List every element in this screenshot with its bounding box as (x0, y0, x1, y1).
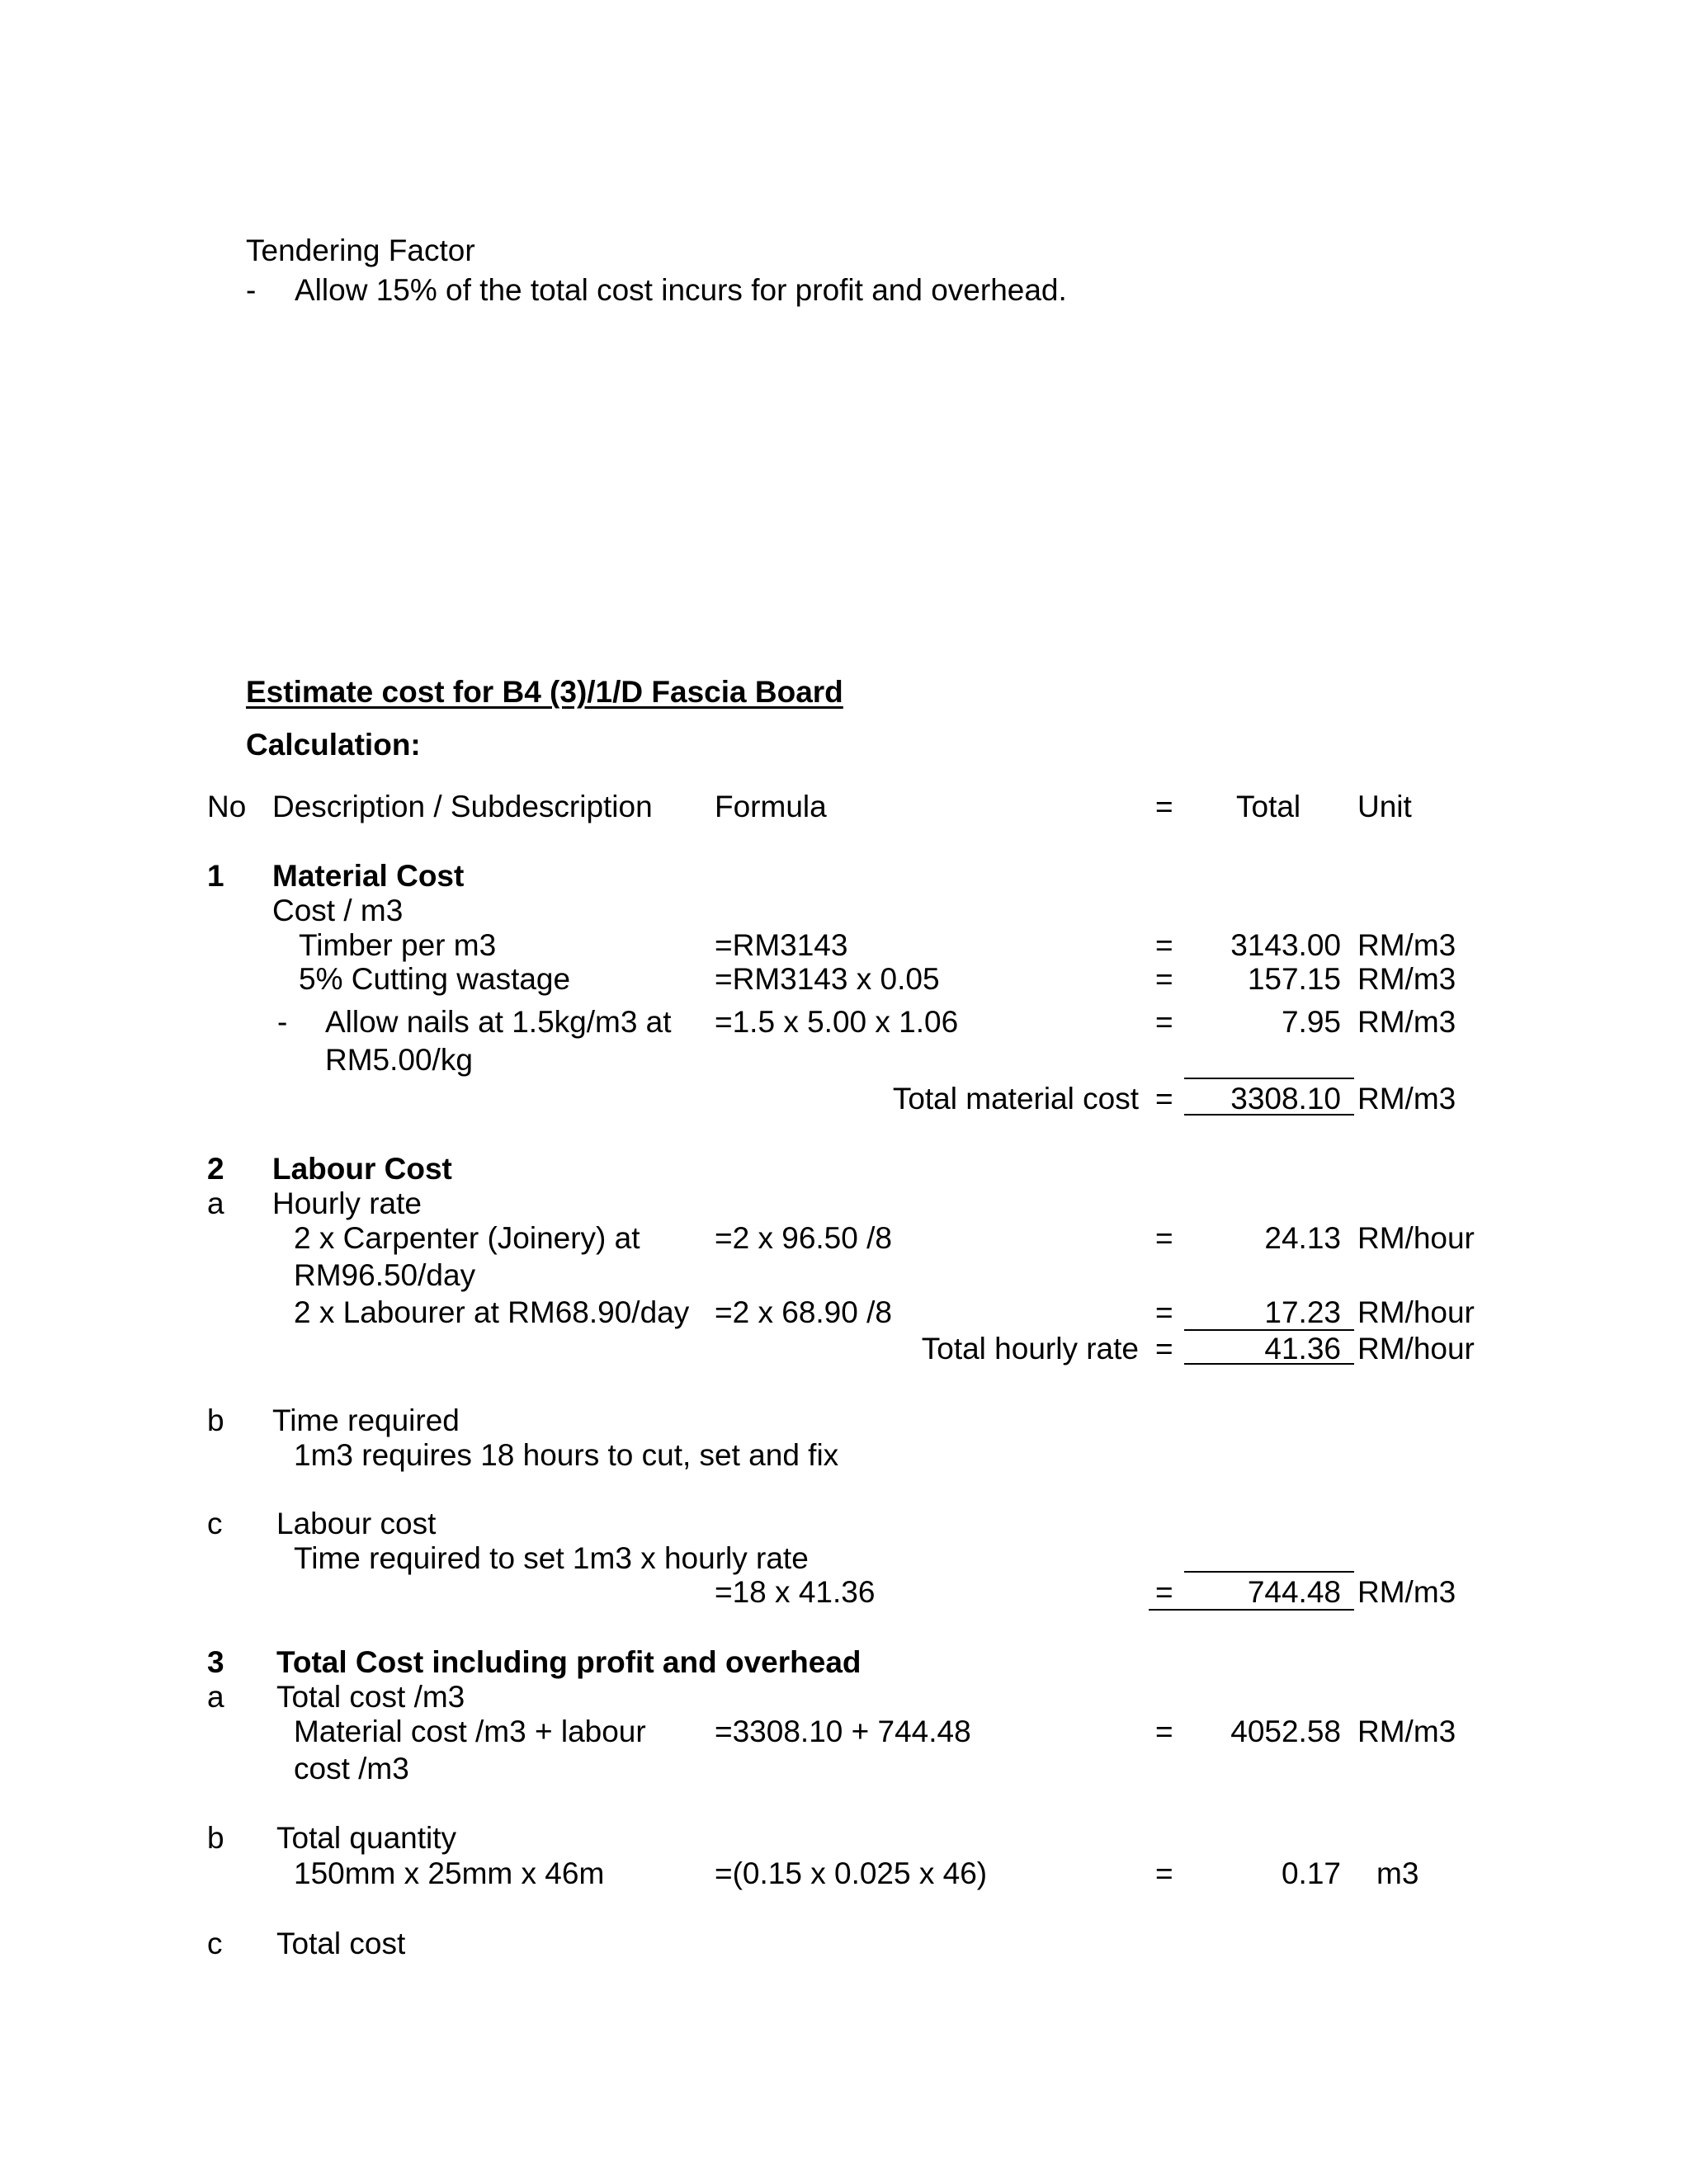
material-title: Material Cost (272, 859, 465, 893)
labour-row-total: 24.13 (1264, 1221, 1341, 1255)
labour-row-equals: = (1155, 1295, 1173, 1329)
material-row-total: 3143.00 (1230, 928, 1341, 962)
material-row-desc: Timber per m3 (299, 928, 497, 962)
subtotal-rule (1184, 1329, 1354, 1331)
header-total: Total (1236, 790, 1301, 823)
subtotal-rule (1184, 1571, 1354, 1573)
material-total-equals: = (1155, 1082, 1173, 1116)
material-total-label: Total material cost (892, 1082, 1139, 1116)
tendering-bullet: - (246, 273, 257, 307)
total-underline (1149, 1609, 1354, 1611)
labour-cost-unit: RM/m3 (1357, 1575, 1456, 1609)
total-cost-a-total: 4052.58 (1230, 1715, 1341, 1748)
total-cost-a-unit: RM/m3 (1357, 1715, 1456, 1748)
material-row-formula: =RM3143 (715, 928, 848, 962)
material-row-bullet: - (277, 1005, 288, 1039)
total-cost-a-desc: Material cost /m3 + labour (294, 1715, 646, 1748)
material-row-total: 7.95 (1281, 1005, 1341, 1039)
header-formula: Formula (715, 790, 827, 823)
total-cost-b-equals: = (1155, 1856, 1173, 1890)
labour-hourly-title: Hourly rate (272, 1186, 422, 1220)
header-description: Description / Subdescription (272, 790, 653, 823)
material-no: 1 (207, 859, 224, 893)
labour-hourly-total-equals: = (1155, 1332, 1173, 1366)
labour-time-desc: 1m3 requires 18 hours to cut, set and fix (294, 1438, 839, 1472)
material-row-unit: RM/m3 (1357, 1005, 1456, 1039)
labour-row-equals: = (1155, 1221, 1173, 1255)
labour-cost-equals: = (1155, 1575, 1173, 1609)
header-equals: = (1155, 790, 1173, 823)
material-sub: Cost / m3 (272, 894, 404, 927)
total-underline (1184, 1363, 1354, 1365)
total-cost-b-total: 0.17 (1281, 1856, 1341, 1890)
total-cost-b-formula: =(0.15 x 0.025 x 46) (715, 1856, 988, 1890)
labour-hourly-total-label: Total hourly rate (921, 1332, 1139, 1366)
labour-row-unit: RM/hour (1357, 1295, 1475, 1329)
material-row-unit: RM/m3 (1357, 962, 1456, 996)
total-underline (1184, 1114, 1354, 1116)
material-total-unit: RM/m3 (1357, 1082, 1456, 1116)
total-cost-sub-b: b (207, 1821, 224, 1855)
estimate-title: Estimate cost for B4 (3)/1/D Fascia Board (246, 675, 843, 709)
material-row-total: 157.15 (1247, 962, 1341, 996)
total-cost-no: 3 (207, 1645, 224, 1679)
labour-no: 2 (207, 1152, 224, 1186)
material-row-unit: RM/m3 (1357, 928, 1456, 962)
labour-row-desc-cont: RM96.50/day (294, 1258, 476, 1292)
labour-row-desc: 2 x Labourer at RM68.90/day (294, 1295, 690, 1329)
tendering-note: Allow 15% of the total cost incurs for profit and overhead. (295, 273, 1067, 307)
calculation-label: Calculation: (246, 728, 421, 762)
subtotal-rule (1184, 1078, 1354, 1079)
labour-row-desc: 2 x Carpenter (Joinery) at (294, 1221, 640, 1255)
labour-row-formula: =2 x 96.50 /8 (715, 1221, 892, 1255)
total-cost-sub-a: a (207, 1680, 224, 1714)
total-cost-sub-c: c (207, 1927, 223, 1960)
material-row-desc-cont: RM5.00/kg (325, 1043, 473, 1077)
labour-hourly-total-unit: RM/hour (1357, 1332, 1475, 1366)
material-row-equals: = (1155, 928, 1173, 962)
header-unit: Unit (1357, 790, 1412, 823)
total-cost-title: Total Cost including profit and overhead (276, 1645, 862, 1679)
total-cost-a-formula: =3308.10 + 744.48 (715, 1715, 971, 1748)
labour-cost-desc: Time required to set 1m3 x hourly rate (294, 1541, 809, 1575)
labour-time-title: Time required (272, 1403, 460, 1437)
material-row-equals: = (1155, 1005, 1173, 1039)
tendering-title: Tendering Factor (246, 233, 475, 267)
labour-title: Labour Cost (272, 1152, 452, 1186)
labour-sub-c: c (207, 1507, 223, 1540)
material-total-value: 3308.10 (1230, 1082, 1341, 1116)
labour-cost-total: 744.48 (1247, 1575, 1341, 1609)
labour-row-unit: RM/hour (1357, 1221, 1475, 1255)
labour-sub-a: a (207, 1186, 224, 1220)
material-row-equals: = (1155, 962, 1173, 996)
material-row-desc: 5% Cutting wastage (299, 962, 571, 996)
total-cost-b-title: Total quantity (276, 1821, 457, 1855)
labour-row-total: 17.23 (1264, 1295, 1341, 1329)
material-row-desc: Allow nails at 1.5kg/m3 at (325, 1005, 672, 1039)
labour-hourly-total-value: 41.36 (1264, 1332, 1341, 1366)
labour-row-formula: =2 x 68.90 /8 (715, 1295, 892, 1329)
total-cost-b-unit: m3 (1376, 1856, 1419, 1890)
labour-cost-formula: =18 x 41.36 (715, 1575, 876, 1609)
total-cost-a-desc-cont: cost /m3 (294, 1752, 409, 1785)
total-cost-a-title: Total cost /m3 (276, 1680, 465, 1714)
material-row-formula: =RM3143 x 0.05 (715, 962, 940, 996)
header-no: No (207, 790, 247, 823)
material-row-formula: =1.5 x 5.00 x 1.06 (715, 1005, 959, 1039)
total-cost-a-equals: = (1155, 1715, 1173, 1748)
labour-sub-b: b (207, 1403, 224, 1437)
labour-cost-title: Labour cost (276, 1507, 437, 1540)
total-cost-c-title: Total cost (276, 1927, 406, 1960)
total-cost-b-desc: 150mm x 25mm x 46m (294, 1856, 605, 1890)
